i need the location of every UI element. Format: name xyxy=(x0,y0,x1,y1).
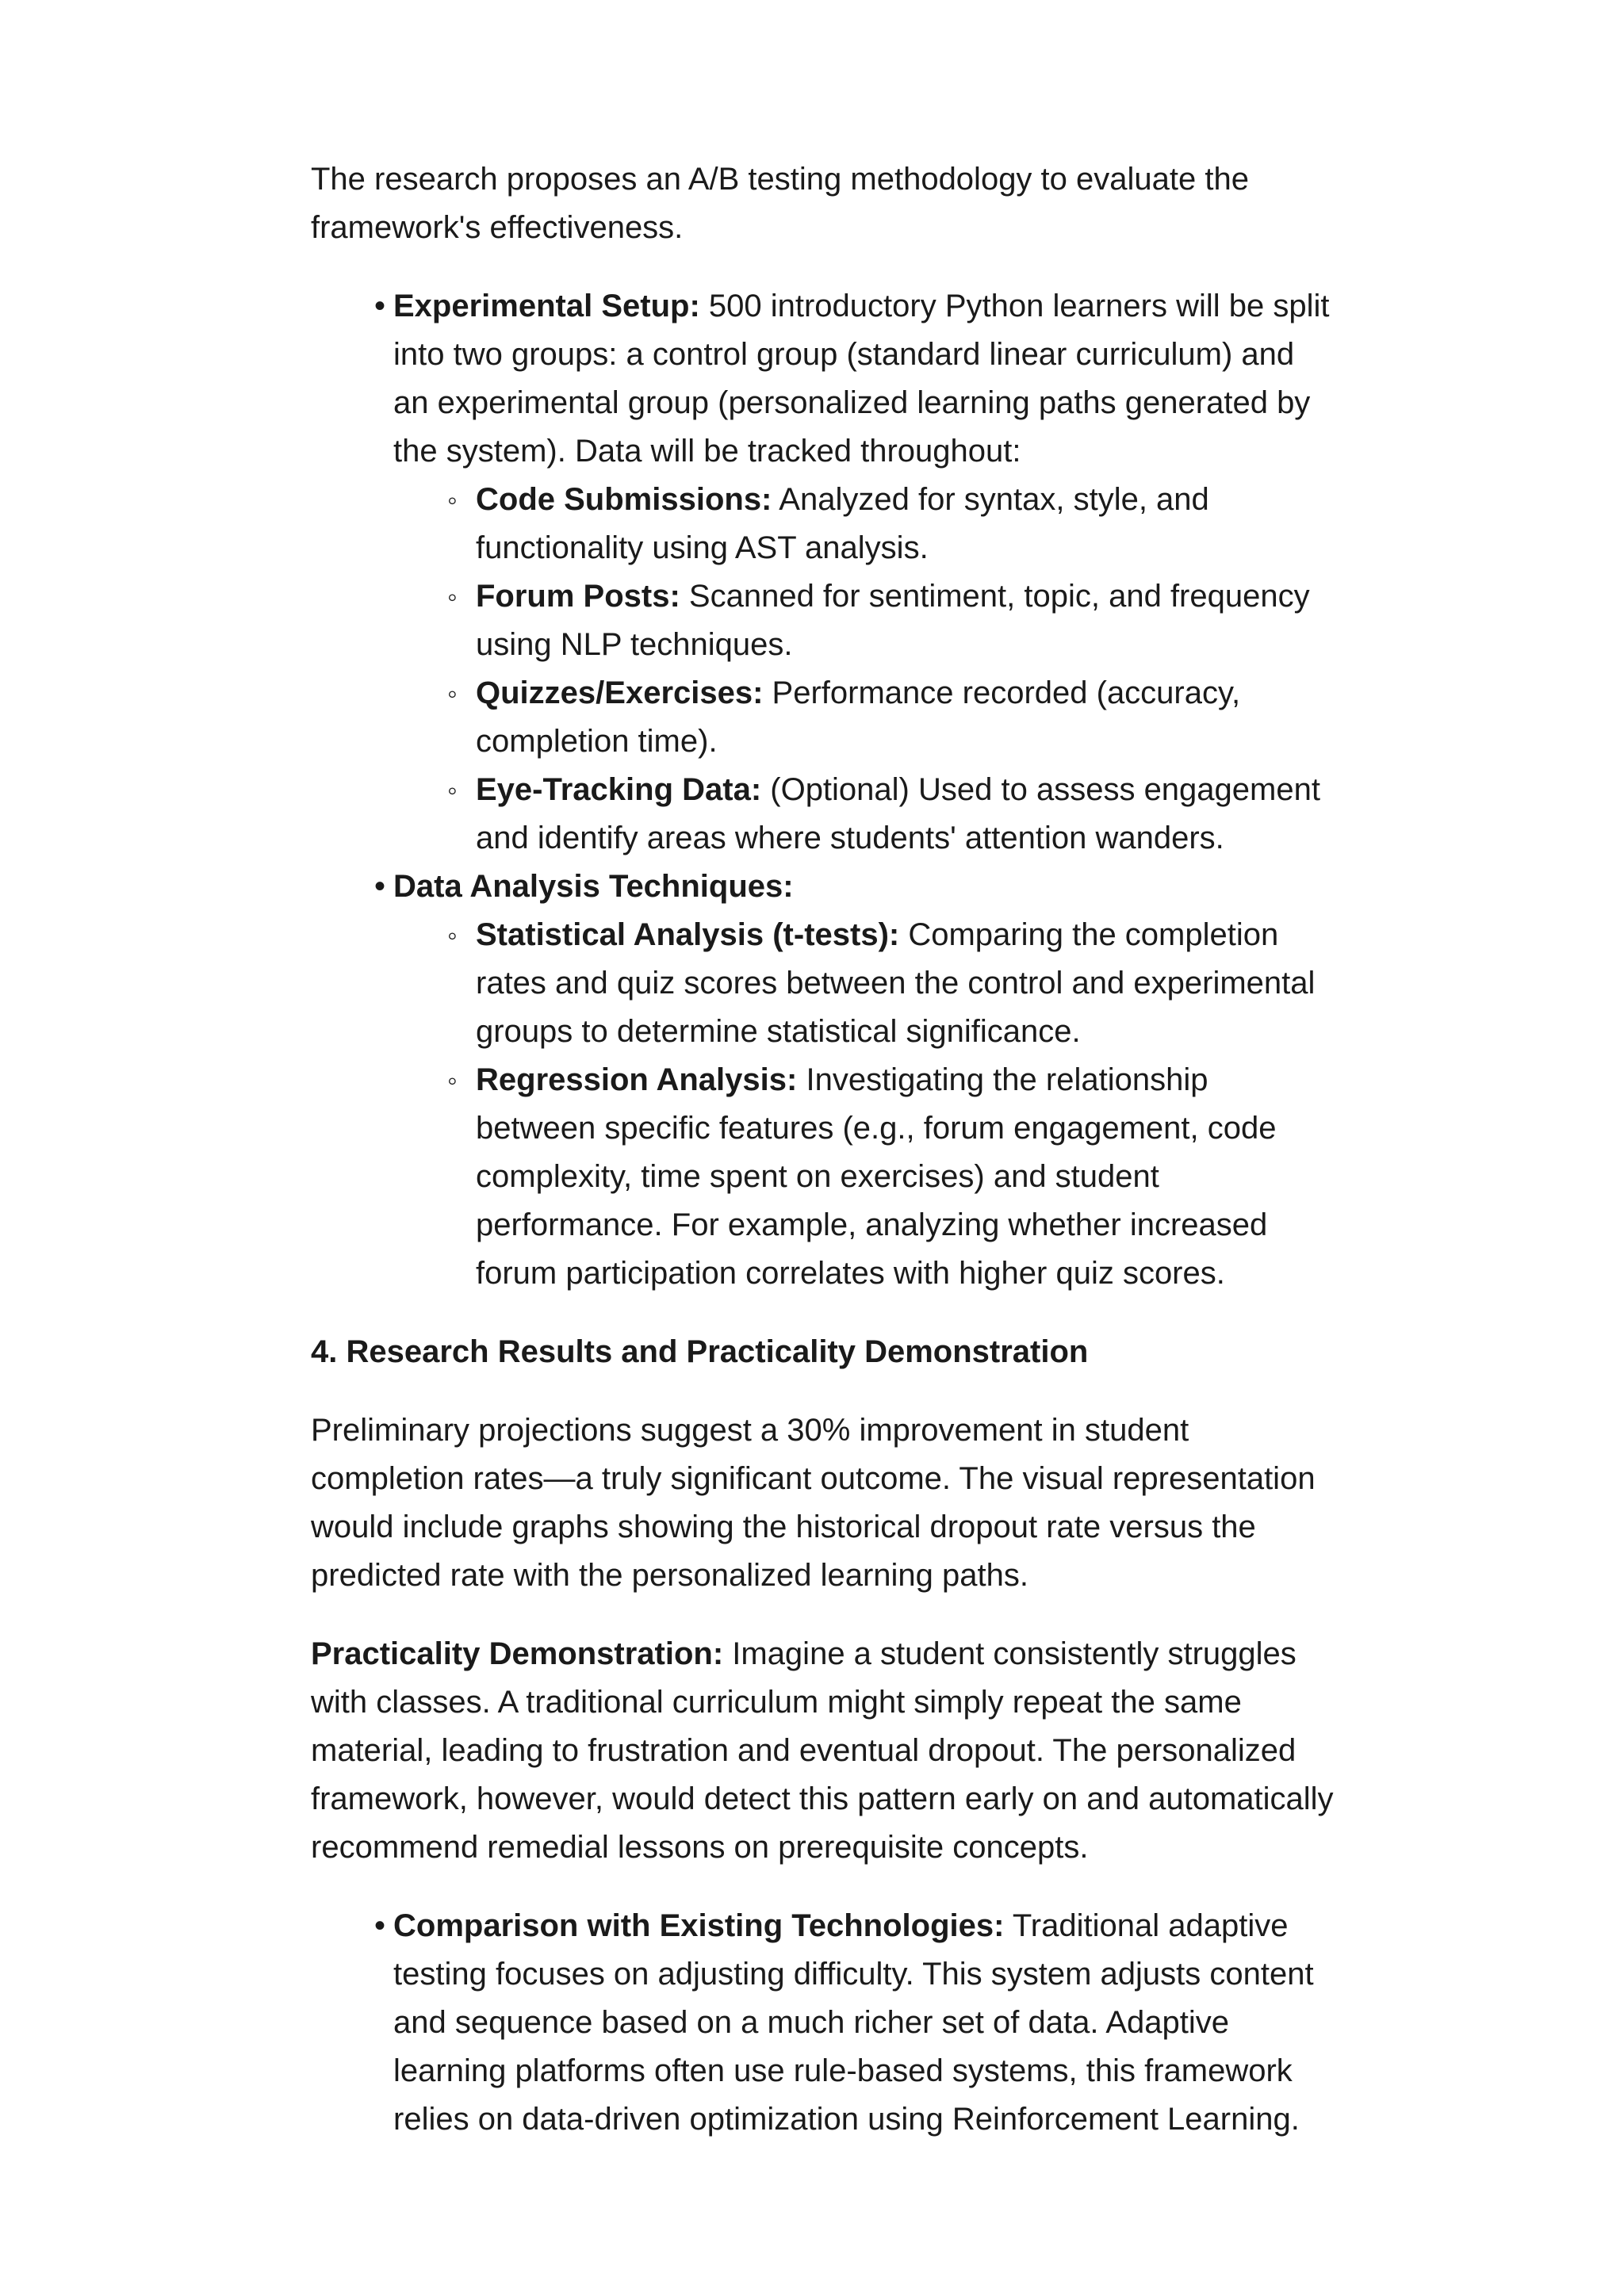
analysis-techniques-list xyxy=(393,911,1334,1298)
intro-paragraph: The research proposes an A/B testing methodology to evaluate the framework's effectiveness. xyxy=(311,162,1249,245)
paragraph-text: Imagine a student consistently struggles with classes. A traditional curriculum might simply repeat the same material, leading to frustration and eventual dropout. The personalized framework, however, would detect this pattern early on and automatically recommend remedial lessons on prerequisite concepts. xyxy=(311,1636,1334,1865)
item-label: Code Submissions: xyxy=(476,482,772,517)
item-label: Experimental Setup: xyxy=(393,289,700,323)
item-label: Statistical Analysis (t-tests): xyxy=(476,917,900,952)
results-paragraph: Preliminary projections suggest a 30% improvement in student completion rates—a truly significant outcome. The visual representation would include graphs showing the historical dropout rate versus the predicted rate with the personalized learning paths. xyxy=(311,1413,1316,1593)
item-text: Performance recorded (accuracy, completion time). xyxy=(476,675,1241,759)
paragraph-label: Practicality Demonstration: xyxy=(311,1636,724,1671)
item-label: Quizzes/Exercises: xyxy=(476,675,764,710)
item-label: Eye-Tracking Data: xyxy=(476,772,762,807)
methodology-list xyxy=(311,282,1334,1298)
item-label: Regression Analysis: xyxy=(476,1062,798,1097)
item-text: Scanned for sentiment, topic, and frequency using NLP techniques. xyxy=(476,579,1310,662)
practicality-paragraph xyxy=(311,1630,1334,1872)
item-label: Data Analysis Techniques: xyxy=(393,869,794,904)
item-label: Comparison with Existing Technologies: xyxy=(393,1908,1005,1943)
document-page xyxy=(311,155,1334,2174)
list-item-regression-analysis xyxy=(476,1056,1334,1298)
list-item-comparison xyxy=(393,1902,1334,2144)
list-item-code-submissions xyxy=(476,476,1334,572)
item-text: Traditional adaptive testing focuses on adjusting difficulty. This system adjusts content and sequence based on a much richer set of data. Adaptive learning platforms often use rule-based systems, this framework relies on data-driven optimization using Reinforcement Learning. xyxy=(393,1908,1314,2137)
list-item-data-analysis xyxy=(393,863,1334,1298)
item-text: 500 introductory Python learners will be split into two groups: a control group (standard linear curriculum) and an experimental group (personalized learning paths generated by the system). Data will be tracked throughout: xyxy=(393,289,1330,469)
item-text: (Optional) Used to assess engagement and identify areas where students' attention wanders. xyxy=(476,772,1320,855)
section-heading: 4. Research Results and Practicality Demonstration xyxy=(311,1334,1089,1369)
item-label: Forum Posts: xyxy=(476,579,680,614)
list-item-forum-posts xyxy=(476,572,1334,669)
item-text: Analyzed for syntax, style, and functionality using AST analysis. xyxy=(476,482,1209,565)
comparison-list xyxy=(311,1902,1334,2144)
list-item-experimental-setup xyxy=(393,282,1334,863)
list-item-eye-tracking xyxy=(476,766,1334,863)
item-text: Investigating the relationship between specific features (e.g., forum engagement, code complexity, time spent on exercises) and student performance. For example, analyzing whether increased forum participation correlates with higher quiz scores. xyxy=(476,1062,1277,1291)
list-item-quizzes-exercises xyxy=(476,669,1334,766)
list-item-statistical-analysis xyxy=(476,911,1334,1056)
data-sources-list xyxy=(393,476,1334,863)
item-text: Comparing the completion rates and quiz scores between the control and experimental groups to determine statistical significance. xyxy=(476,917,1316,1049)
